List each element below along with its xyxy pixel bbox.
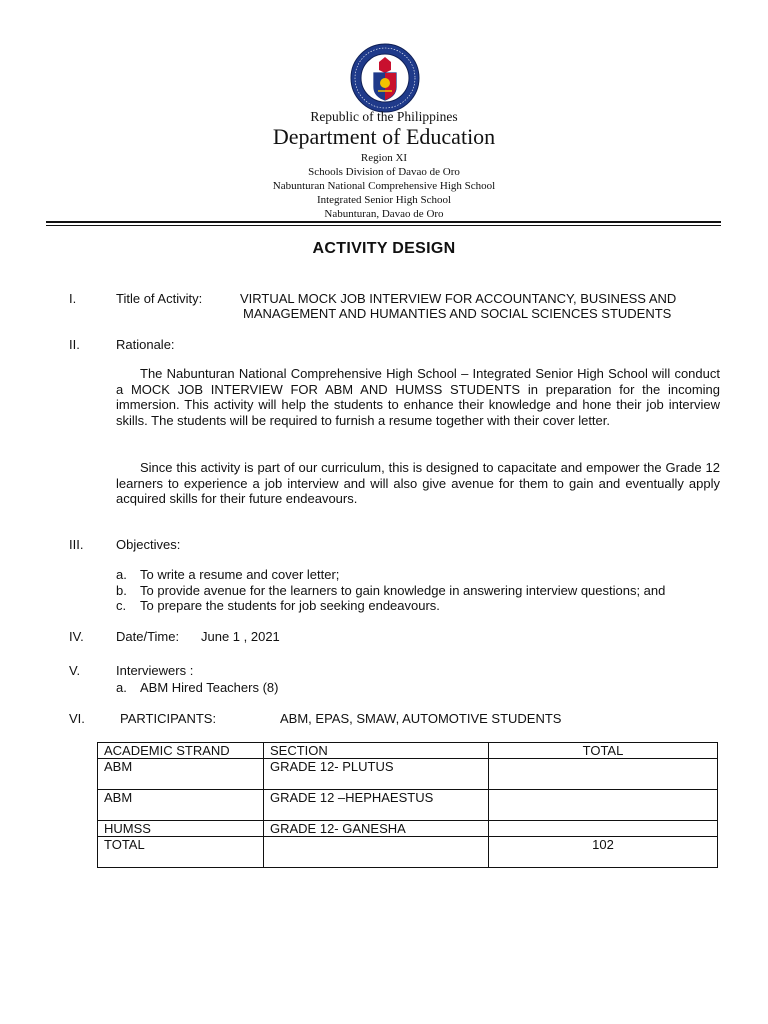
objective-letter-b: b.	[116, 583, 127, 598]
table-cell-strand: ABM	[98, 790, 264, 821]
table-row	[98, 790, 718, 821]
objective-item-c: To prepare the students for job seeking endeavours.	[140, 598, 440, 613]
table-cell-section: GRADE 12- PLUTUS	[264, 759, 489, 790]
section-number-rationale: II.	[69, 337, 80, 352]
region-line: Region XI	[360, 152, 408, 164]
table-cell-grand-total: 102	[489, 837, 718, 868]
section-label-rationale: Rationale:	[116, 337, 175, 352]
activity-title-line1: VIRTUAL MOCK JOB INTERVIEW FOR ACCOUNTANCY, BUSINESS AND	[240, 291, 677, 306]
table-cell-total	[489, 790, 718, 821]
participants-value: ABM, EPAS, SMAW, AUTOMOTIVE STUDENTS	[280, 711, 562, 726]
rationale-paragraph-2: Since this activity is part of our curriculum, this is designed to capacitate and empower the Grade 12 learners to experience a job interview and will also give avenue for them to gain and eventually apply acquired skills for their future endeavours.	[116, 460, 720, 506]
section-label-date: Date/Time:	[116, 629, 180, 644]
interviewer-item-a: ABM Hired Teachers (8)	[140, 680, 279, 695]
header-divider-thin	[46, 225, 721, 226]
unit-line: Integrated Senior High School	[316, 194, 452, 206]
section-number-participants: VI.	[69, 711, 85, 726]
section-label-objectives: Objectives:	[116, 537, 181, 552]
department-name: Department of Education	[272, 124, 496, 149]
table-cell-strand: ABM	[98, 759, 264, 790]
table-total-row	[98, 837, 718, 868]
interviewer-letter-a: a.	[116, 680, 127, 695]
table-header-row	[98, 743, 718, 759]
table-cell-section	[264, 837, 489, 868]
table-cell-section: GRADE 12 –HEPHAESTUS	[264, 790, 489, 821]
school-line: Nabunturan National Comprehensive High School	[272, 180, 496, 192]
activity-title-line2: MANAGEMENT AND HUMANTIES AND SOCIAL SCIENCES STUDENTS	[243, 306, 672, 321]
table-cell-section: GRADE 12- GANESHA	[264, 821, 489, 837]
document-title: ACTIVITY DESIGN	[312, 240, 456, 257]
table-header-section: SECTION	[264, 743, 489, 759]
objective-item-a: To write a resume and cover letter;	[140, 567, 340, 582]
objective-item-b: To provide avenue for the learners to gain knowledge in answering interview questions; and	[140, 583, 666, 598]
republic-line: Republic of the Philippines	[310, 109, 458, 124]
section-number-title: I.	[69, 291, 77, 306]
location-line: Nabunturan, Davao de Oro	[324, 208, 444, 220]
section-label-interviewers: Interviewers :	[116, 663, 194, 678]
table-row	[98, 759, 718, 790]
header-divider	[46, 221, 721, 223]
division-line: Schools Division of Davao de Oro	[308, 166, 460, 178]
table-cell-total-label: TOTAL	[98, 837, 264, 868]
table-cell-strand: HUMSS	[98, 821, 264, 837]
section-number-objectives: III.	[69, 537, 84, 552]
rationale-paragraph-1: The Nabunturan National Comprehensive High School – Integrated Senior High School will conduct a MOCK JOB INTERVIEW FOR ABM AND HUMSS STUDENTS in preparation for the incoming immersion. This activity will help the students to enhance their knowledge and hone their job interview skills. The students will be required to furnish a resume together with their cover letter.	[116, 366, 720, 428]
section-label-title: Title of Activity:	[116, 291, 203, 306]
table-cell-total	[489, 759, 718, 790]
section-number-date: IV.	[69, 629, 84, 644]
section-number-interviewers: V.	[69, 663, 81, 678]
participants-table	[97, 742, 718, 868]
deped-seal-icon	[350, 43, 420, 113]
table-header-total: TOTAL	[489, 743, 718, 759]
objective-letter-c: c.	[116, 598, 127, 613]
objective-letter-a: a.	[116, 567, 127, 582]
table-cell-total	[489, 821, 718, 837]
table-row	[98, 821, 718, 837]
date-value: June 1 , 2021	[201, 629, 280, 644]
table-header-strand: ACADEMIC STRAND	[98, 743, 264, 759]
section-label-participants: PARTICIPANTS:	[120, 711, 217, 726]
